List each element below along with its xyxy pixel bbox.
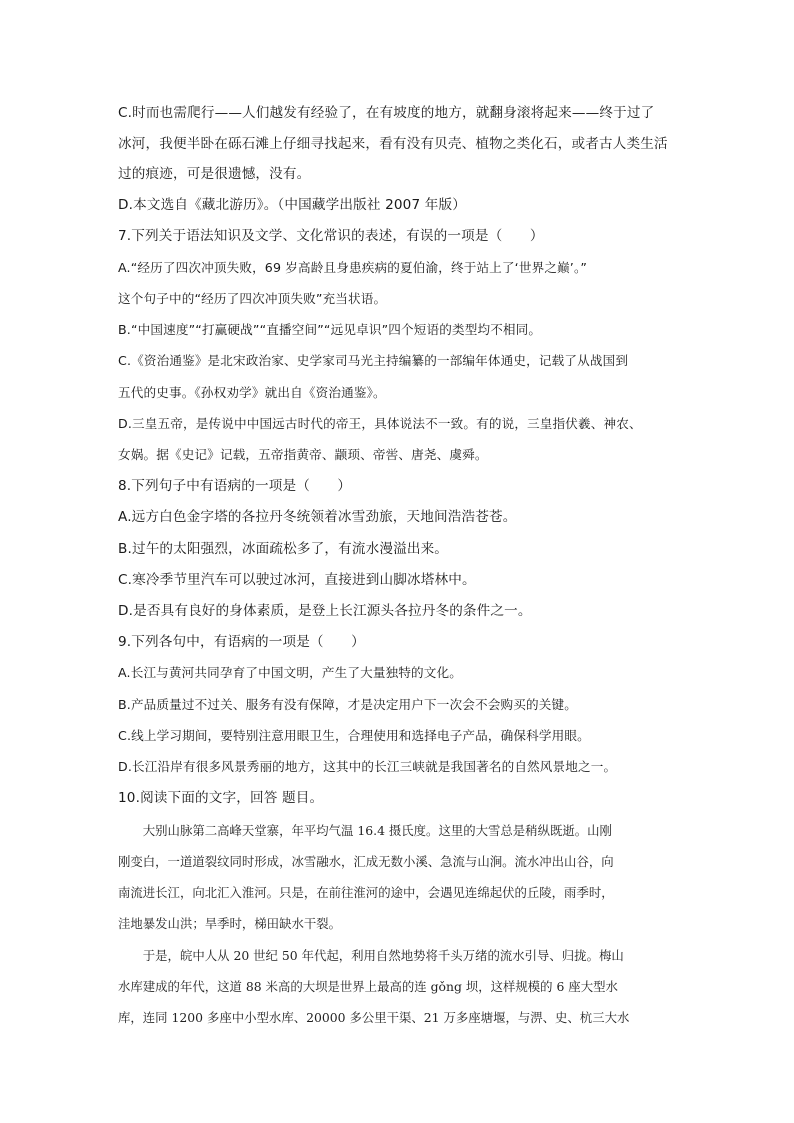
text-line: B.“中国速度”“打赢硬战”“直播空间”“远见卓识”四个短语的类型均不相同。: [118, 322, 542, 337]
text-line: A.“经历了四次冲顶失败，69 岁高龄且身患疾病的夏伯渝，终于站上了‘世界之巅’。”: [118, 260, 588, 275]
text-line: B.过午的太阳强烈，冰面疏松多了，有流水漫溢出来。: [118, 541, 449, 557]
text-line: C.线上学习期间，要特别注意用眼卫生，合理使用和选择电子产品，确保科学用眼。: [118, 728, 590, 743]
text-line: C.《资治通鉴》是北宋政治家、史学家司马光主持编纂的一部编年体通史，记载了从战国到: [118, 353, 629, 368]
text-line: A.长江与黄河共同孕育了中国文明，产生了大量独特的文化。: [118, 665, 463, 680]
text-line: D.长江沿岸有很多风景秀丽的地方，这其中的长江三峡就是我国著名的自然风景地之一。: [118, 759, 617, 774]
text-line: A.远方白色金字塔的各拉丹冬统领着冰雪劲旅，天地间浩浩苍苍。: [118, 509, 517, 525]
passage-line: 水库建成的年代，这道 88 米高的大坝是世界上最高的连 gǒng 坝，这样规模的 6 座大型水: [118, 979, 618, 994]
text-line: 五代的史事。《孙权劝学》就出自《资治通鉴》。: [118, 385, 386, 400]
text-line: D.是否具有良好的身体素质，是登上长江源头各拉丹冬的条件之一。: [118, 603, 532, 619]
passage-line: 洼地暴发山洪；旱季时，梯田缺水干裂。: [118, 916, 342, 931]
text-line: 冰河，我便半卧在砾石滩上仔细寻找起来，看有没有贝壳、植物之类化石，或者古人类生活: [118, 136, 668, 152]
passage-line: 大别山脉第二高峰天堂寨，年平均气温 16.4 摄氏度。这里的大雪总是稍纵既逝。山刚: [118, 823, 612, 838]
passage-line: 刚变白，一道道裂纹同时形成，冰雪融水，汇成无数小溪、急流与山涧。流水冲出山谷，向: [118, 854, 614, 869]
text-line: 过的痕迹，可是很遗憾，没有。: [118, 166, 311, 182]
passage-line: 南流进长江，向北汇入淮河。只是，在前往淮河的途中，会遇见连绵起伏的丘陵，雨季时，: [118, 885, 614, 900]
text-line: B.产品质量过不过关、服务有没有保障，才是决定用户下一次会不会购买的关键。: [118, 697, 577, 712]
text-line: 女娲。据《史记》记载，五帝指黄帝、颛顼、帝喾、唐尧、虞舜。: [118, 447, 488, 462]
text-line: 这个句子中的“经历了四次冲顶失败”充当状语。: [118, 291, 387, 306]
question-8-stem: 8.下列句子中有语病的一项是（ ）: [118, 478, 352, 494]
question-10-stem: 10.阅读下面的文字，回答 题目。: [118, 790, 324, 806]
text-line: D.本文选自《藏北游历》。（中国藏学出版社 2007 年版）: [118, 197, 466, 213]
question-9-stem: 9.下列各句中，有语病的一项是（ ）: [118, 634, 365, 650]
text-line: C.时而也需爬行——人们越发有经验了，在有坡度的地方，就翻身滚将起来——终于过了: [118, 105, 655, 121]
text-line: D.三皇五帝，是传说中中国远古时代的帝王，具体说法不一致。有的说，三皇指伏羲、神农、: [118, 416, 642, 431]
passage-line: 于是，皖中人从 20 世纪 50 年代起，利用自然地势将千头万绪的流水引导、归拢。梅山: [118, 948, 624, 963]
passage-line: 库，连同 1200 多座中小型水库、20000 多公里干渠、21 万多座塘堰，与淠、史、杭三大水: [118, 1010, 630, 1025]
question-7-stem: 7.下列关于语法知识及文学、文化常识的表述，有误的一项是（ ）: [118, 228, 544, 244]
text-line: C.寒冷季节里汽车可以驶过冰河，直接进到山脚冰塔林中。: [118, 572, 476, 588]
